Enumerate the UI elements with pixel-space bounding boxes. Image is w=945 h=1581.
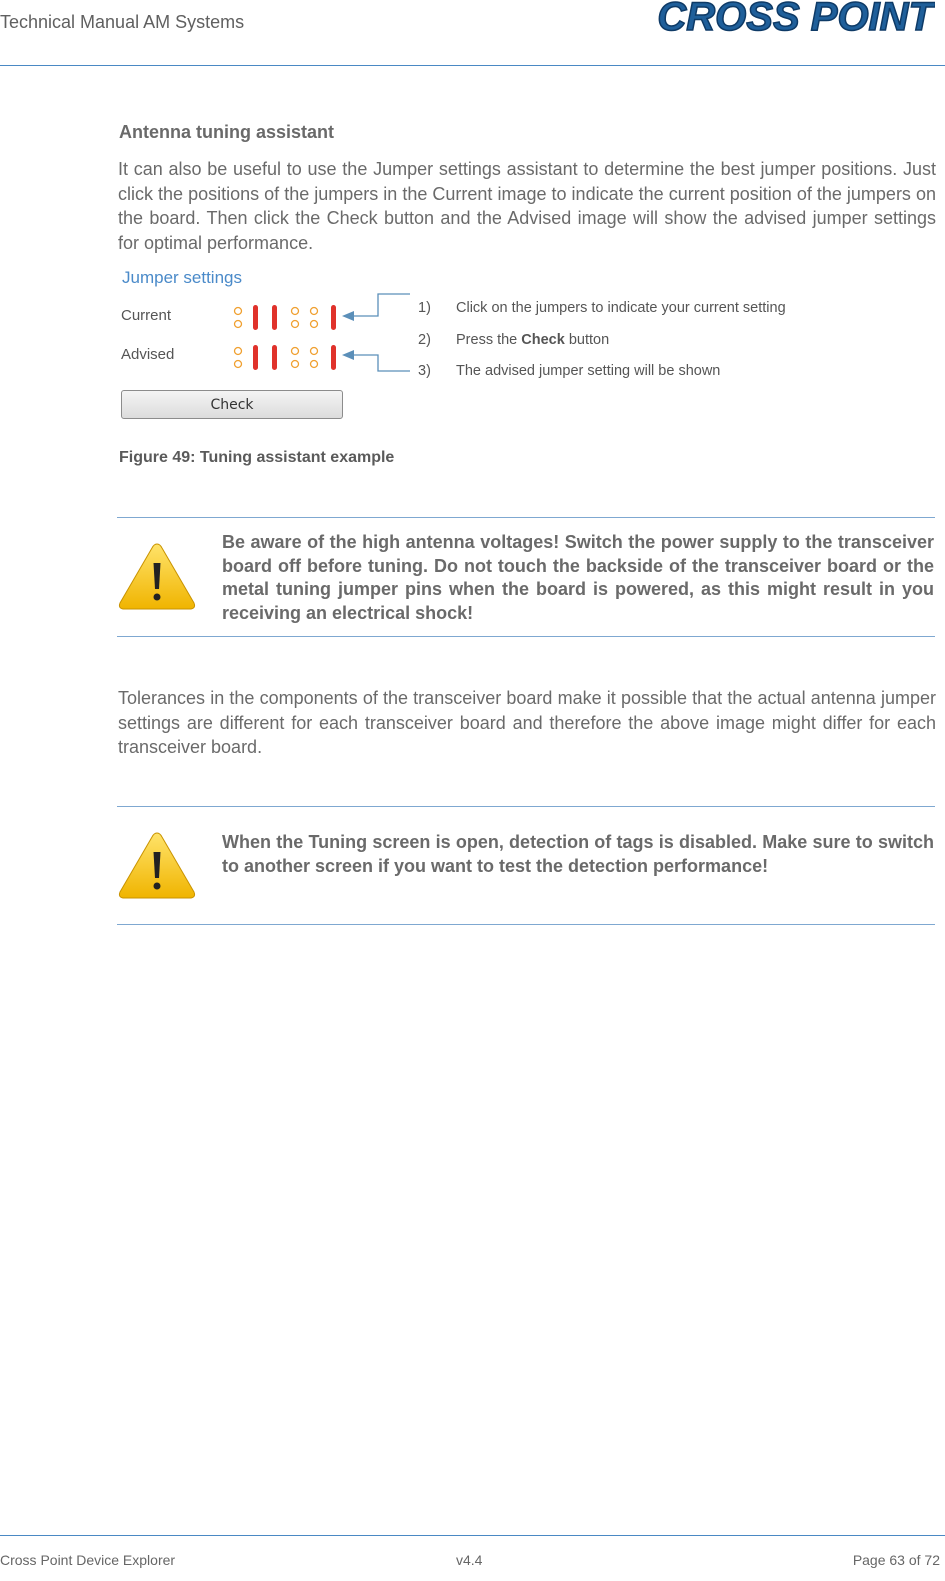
jumper-on	[253, 305, 258, 330]
jumper-on	[253, 345, 258, 370]
warning-rule	[117, 636, 935, 637]
current-label: Current	[121, 307, 172, 324]
cross-point-logo	[605, 0, 935, 44]
callout-arrows	[330, 290, 420, 380]
jumper-pin	[292, 348, 299, 355]
jumper-pin	[235, 348, 242, 355]
warning-icon	[117, 541, 197, 611]
jumper-pin	[311, 308, 318, 315]
step-bold: Check	[521, 332, 565, 348]
advised-jumper-row	[226, 344, 346, 374]
jumper-pin	[292, 308, 299, 315]
jumper-pin	[311, 361, 318, 368]
warning-rule	[117, 924, 935, 925]
jumper-pin	[235, 361, 242, 368]
jumper-settings-title: Jumper settings	[122, 268, 242, 287]
footer-page-number: Page 63 of 72	[852, 1552, 940, 1568]
step-text: Click on the jumpers to indicate your current setting	[456, 300, 786, 316]
section-title: Antenna tuning assistant	[119, 122, 335, 142]
advised-label: Advised	[121, 346, 175, 363]
footer-product: Cross Point Device Explorer	[0, 1552, 176, 1568]
header-rule	[0, 65, 945, 66]
jumper-pin	[292, 361, 299, 368]
check-button[interactable]: Check	[121, 390, 343, 419]
warning-rule	[117, 806, 935, 807]
jumper-pin	[235, 308, 242, 315]
logo-text: CROSS POINT	[657, 0, 933, 39]
step-text: Press the	[456, 332, 522, 348]
arrow-head	[342, 311, 354, 321]
step-text: button	[564, 332, 610, 348]
jumper-pin	[292, 321, 299, 328]
step-number: 1)	[418, 300, 431, 316]
jumper-pin	[235, 321, 242, 328]
jumper-pin	[311, 321, 318, 328]
warning-rule	[117, 517, 935, 518]
step-text: The advised jumper setting will be shown	[456, 363, 721, 379]
step-2	[418, 332, 609, 348]
tolerance-paragraph: Tolerances in the components of the transceiver board make it possible that the actual antenna jumper settings are different for each transceiver board and therefore the above image might differ for each transceiver board.	[118, 688, 936, 757]
callout-arrow-current	[352, 294, 410, 316]
warning-icon	[117, 830, 197, 900]
warning-text-voltage: Be aware of the high antenna voltages! Switch the power supply to the transceiver board off before tuning. Do not touch the backside of the transceiver board or the metal tuning jumper pins when the board is powered, as this might result in you receiving an electrical shock!	[222, 532, 934, 623]
step-number: 2)	[418, 332, 431, 348]
jumper-on	[272, 305, 277, 330]
callout-arrow-advised	[352, 355, 410, 371]
header-title: Technical Manual AM Systems	[0, 12, 245, 32]
footer-rule	[0, 1535, 945, 1536]
jumper-on	[272, 345, 277, 370]
footer-version: v4.4	[456, 1552, 483, 1568]
arrow-head	[342, 350, 354, 360]
figure-caption: Figure 49: Tuning assistant example	[119, 449, 395, 466]
jumper-pin	[311, 348, 318, 355]
step-number: 3)	[418, 363, 431, 379]
step-3	[418, 363, 720, 379]
intro-paragraph: It can also be useful to use the Jumper settings assistant to determine the best jumper positions. Just click the positions of the jumpers in the Current image to indicate the current position of the jumpers on the board. Then click the Check button and the Advised image will show the advised jumper settings for optimal performance.	[118, 159, 936, 253]
warning-text-tuning: When the Tuning screen is open, detection of tags is disabled. Make sure to switch to another screen if you want to test the detection performance!	[222, 832, 934, 876]
current-jumper-row[interactable]	[226, 304, 346, 334]
step-1	[418, 300, 786, 316]
